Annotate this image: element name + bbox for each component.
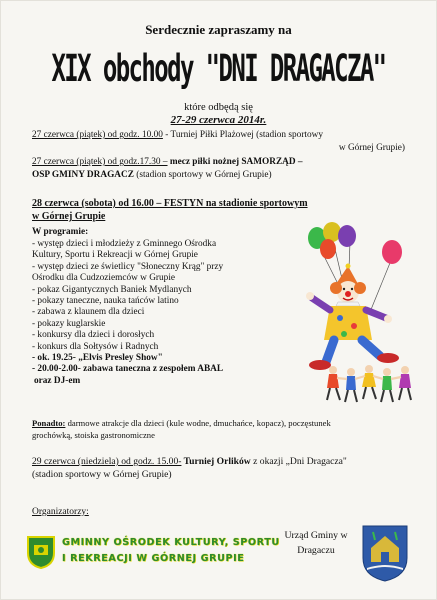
event-2-line-1 (32, 157, 303, 169)
event-dates: 27-29 czerwca 2014r. (170, 114, 267, 126)
gok-crest-icon (26, 533, 56, 569)
clown-with-balloons-icon (300, 222, 412, 372)
event-1-text: - Turniej Piłki Plażowej (stadion sportowy (162, 130, 324, 140)
event-3-line-2: w Górnej Grupie (32, 211, 106, 222)
event-2-venue: (stadion sportowy w Górnej Grupie) (133, 170, 272, 180)
program-item: - pokazy kuglarskie (32, 318, 106, 329)
program-item: - zabawa z klaunem dla dzieci (32, 307, 145, 318)
also-line-2: grochówką, stoiska gastronomiczne (32, 430, 155, 440)
program-item: - występ dzieci ze świetlicy "Słoneczny Krąg" przy (32, 261, 224, 272)
program-item: Ośrodku dla Cudzoziemców w Grupie (32, 273, 176, 284)
program-item: - konkursy dla dzieci i dorosłych (32, 330, 155, 341)
event-1-line-1 (32, 130, 323, 142)
event-2-teams: OSP GMINY DRAGACZ (32, 170, 134, 180)
gok-name-line-2: I REKREACJI W GÓRNEJ GRUPIE (62, 553, 245, 564)
also-line-1 (32, 418, 331, 428)
organizers-label: Organizatorzy: (32, 507, 89, 517)
event-title: XIX obchody "DNI DRAGACZA" (51, 47, 386, 91)
also-text: darmowe atrakcje dla dzieci (kule wodne, dmuchańce, kopacz), poczęstunek (65, 418, 331, 428)
program-item-bold: oraz DJ-em (34, 375, 81, 386)
dragacz-coat-of-arms-icon (361, 524, 409, 582)
event-2-text: mecz piłki nożnej SAMORZĄD – (167, 157, 303, 167)
program-heading: W programie: (32, 227, 89, 237)
also-label: Ponadto: (32, 418, 66, 428)
program-item: - występ dzieci i młodzieży z Gminnego Ośrodka (32, 239, 217, 249)
program-item-bold: - ok. 19.25- „Elvis Presley Show" (32, 352, 163, 363)
event-4-title: Turniej Orlików (181, 456, 251, 467)
program-item-bold: - 20.00-2.00- zabawa taneczna z zespołem ABAL (32, 364, 224, 375)
invite-line: Serdecznie zapraszamy na (145, 22, 292, 37)
event-4-line-1 (32, 456, 347, 468)
program-item: Kultury, Sportu i Rekreacji w Górnej Grupie (32, 250, 198, 261)
ug-name-line-1: Urząd Gminy w (284, 530, 348, 541)
event-3-line-1: 28 czerwca (sobota) od 16.00 – FESTYN na stadionie sportowym (32, 198, 308, 209)
program-item: - pokaz Gigantycznych Baniek Mydlanych (32, 284, 192, 295)
event-2-line-2 (32, 170, 272, 182)
ug-name-line-2: Dragaczu (297, 545, 335, 556)
event-1-line-2: w Górnej Grupie) (338, 143, 405, 153)
event-4-date: 29 czerwca (niedziela) od godz. 15.00- (32, 456, 182, 467)
gok-name-line-1: GMINNY OŚRODEK KULTURY, SPORTU (62, 537, 280, 548)
program-item: - konkurs dla Sołtysów i Radnych (32, 341, 159, 352)
title-subline: które odbędą się (184, 102, 253, 113)
event-4-line-2: (stadion sportowy w Górnej Grupie) (32, 469, 172, 480)
event-2-date: 27 czerwca (piątek) od godz.17.30 – (32, 157, 168, 167)
dancing-children-icon (325, 362, 413, 404)
program-list (32, 239, 223, 387)
event-1-date: 27 czerwca (piątek) od godz. 10.00 (32, 130, 163, 140)
event-4-occasion: z okazji „Dni Dragacza" (250, 456, 347, 467)
program-item: - pokazy taneczne, nauka tańców latino (32, 295, 179, 306)
